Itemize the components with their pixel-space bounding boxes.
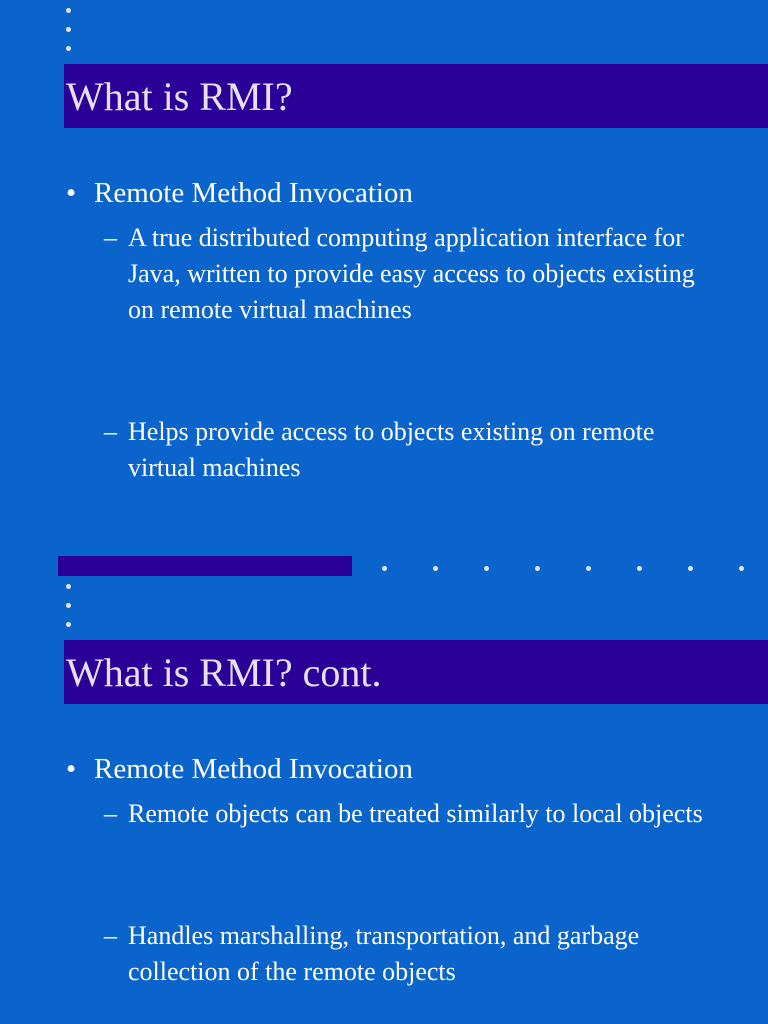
decorative-dots-vertical	[66, 584, 74, 634]
sub-point	[104, 796, 724, 832]
separator-dot	[586, 566, 591, 571]
separator-dot	[535, 566, 540, 571]
bullet-item	[66, 752, 413, 786]
sub-point	[104, 918, 724, 990]
bullet-text: Remote Method Invocation	[94, 753, 413, 785]
slide-title-bar	[64, 64, 768, 128]
slide-2	[0, 576, 768, 1024]
sub-point-text: A true distributed computing application interface for Java, written to provide easy access to objects existing on remote virtual machines	[128, 223, 695, 324]
separator-bar	[58, 556, 352, 576]
separator-dot	[637, 566, 642, 571]
dash-marker: –	[104, 417, 117, 446]
bullet-item	[66, 176, 413, 210]
bullet-marker: •	[66, 177, 77, 209]
separator-dot	[484, 566, 489, 571]
slide-title: What is RMI?	[66, 74, 293, 119]
dash-marker: –	[104, 799, 117, 828]
sub-point-text: Helps provide access to objects existing on remote virtual machines	[128, 417, 655, 482]
bullet-text: Remote Method Invocation	[94, 177, 413, 209]
decorative-dots-vertical	[66, 8, 74, 58]
separator-dot	[433, 566, 438, 571]
separator-dot	[739, 566, 744, 571]
separator-dot	[688, 566, 693, 571]
sub-point-text: Remote objects can be treated similarly to local objects	[128, 799, 703, 828]
bullet-marker: •	[66, 753, 77, 785]
sub-point	[104, 220, 724, 328]
slide-separator	[0, 556, 768, 576]
separator-dot	[382, 566, 387, 571]
slide-title: What is RMI? cont.	[66, 650, 382, 695]
dash-marker: –	[104, 921, 117, 950]
sub-point	[104, 414, 724, 486]
dash-marker: –	[104, 223, 117, 252]
slide-title-bar	[64, 640, 768, 704]
sub-point-text: Handles marshalling, transportation, and garbage collection of the remote objects	[128, 921, 640, 986]
